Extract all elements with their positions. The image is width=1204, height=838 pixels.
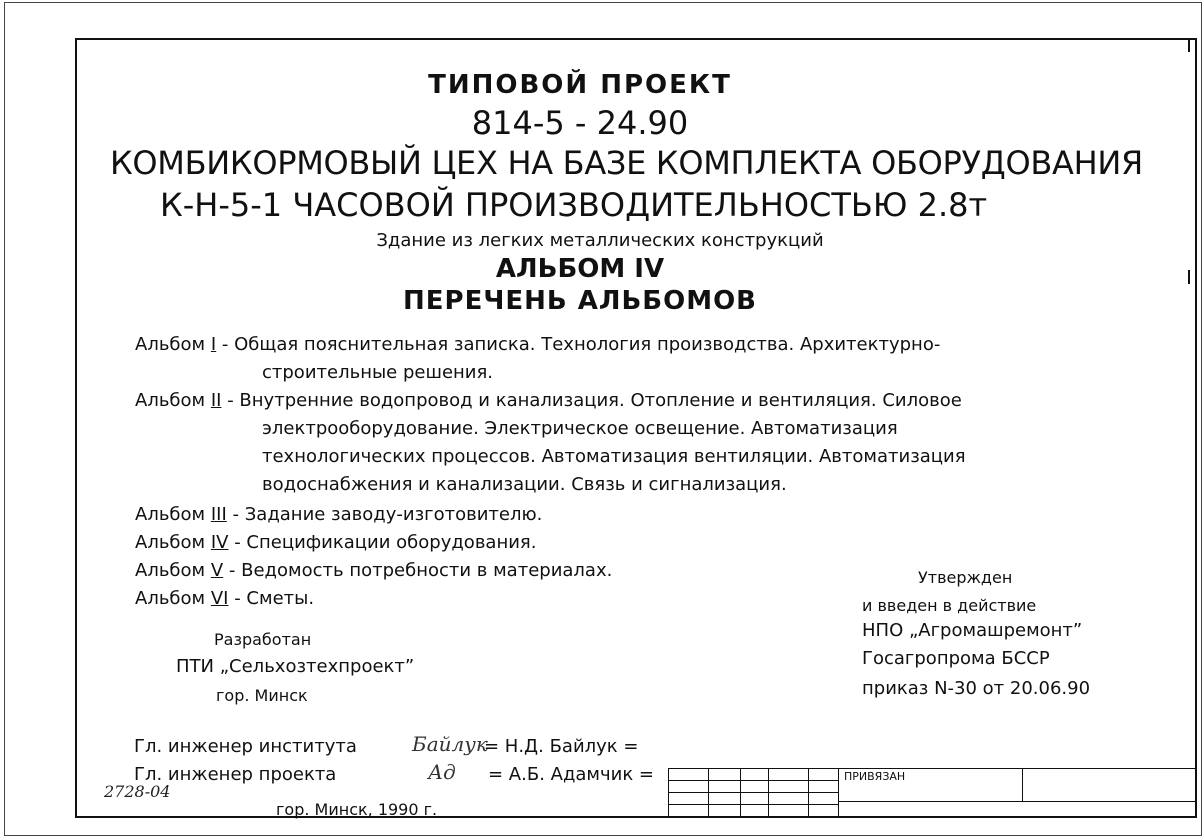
album-number: IV bbox=[210, 532, 229, 553]
chief-project-name: = А.Б. Адамчик = bbox=[488, 764, 655, 785]
album-2-entry bbox=[135, 390, 962, 411]
album-label: Альбом bbox=[135, 390, 206, 411]
album-text: - Сметы. bbox=[234, 588, 315, 609]
album-1-entry bbox=[135, 334, 940, 355]
grid-line bbox=[838, 801, 1196, 802]
grid-line bbox=[768, 768, 769, 816]
chief-institute-name: = Н.Д. Байлук = bbox=[484, 736, 639, 757]
building-subtitle: Здание из легких металлических конструкций bbox=[376, 230, 824, 251]
album-list-title: ПЕРЕЧЕНЬ АЛЬБОМОВ bbox=[403, 286, 757, 316]
grid-line bbox=[668, 768, 669, 816]
approved-line-5: приказ N-30 от 20.06.90 bbox=[862, 678, 1091, 699]
album-label: Альбом bbox=[135, 504, 206, 525]
album-1-cont: строительные решения. bbox=[262, 362, 494, 383]
album-number: III bbox=[210, 504, 227, 525]
album-5-entry bbox=[135, 560, 612, 581]
grid-line bbox=[808, 768, 809, 816]
signature-1: Байлук bbox=[412, 732, 488, 756]
document-code: 2728-04 bbox=[104, 782, 171, 801]
stamp-label: ПРИВЯЗАН bbox=[844, 770, 906, 783]
title-block-grid bbox=[668, 768, 1196, 816]
grid-line bbox=[1022, 768, 1023, 801]
city-year: гор. Минск, 1990 г. bbox=[276, 800, 438, 819]
approved-line-4: Госагропрома БССР bbox=[862, 648, 1050, 669]
grid-line bbox=[838, 768, 839, 816]
album-text: - Общая пояснительная записка. Технология производства. Архитектурно- bbox=[221, 334, 941, 355]
project-number: 814-5 - 24.90 bbox=[471, 104, 689, 142]
chief-project-role: Гл. инженер проекта bbox=[134, 764, 337, 785]
project-type-title: ТИПОВОЙ ПРОЕКТ bbox=[428, 70, 732, 100]
chief-institute-role: Гл. инженер института bbox=[134, 736, 357, 757]
frame-tick bbox=[1188, 38, 1190, 52]
grid-line bbox=[708, 768, 709, 816]
grid-line bbox=[668, 792, 838, 793]
album-title: АЛЬБОМ IV bbox=[495, 254, 665, 284]
album-text: - Задание заводу-изготовителю. bbox=[232, 504, 543, 525]
approved-line-1: Утвержден bbox=[918, 568, 1013, 587]
album-6-entry bbox=[135, 588, 314, 609]
album-label: Альбом bbox=[135, 588, 206, 609]
grid-line bbox=[740, 768, 741, 816]
album-2-cont-2: технологических процессов. Автоматизация вентиляции. Автоматизация bbox=[262, 446, 966, 467]
album-label: Альбом bbox=[135, 532, 206, 553]
album-label: Альбом bbox=[135, 560, 206, 581]
approved-line-2: и введен в действие bbox=[862, 596, 1037, 615]
album-4-entry bbox=[135, 532, 536, 553]
album-label: Альбом bbox=[135, 334, 206, 355]
frame-tick bbox=[1188, 270, 1190, 284]
album-number: V bbox=[210, 560, 224, 581]
album-number: II bbox=[210, 390, 222, 411]
developer-city: гор. Минск bbox=[216, 686, 308, 705]
approved-line-3: НПО „Агромашремонт” bbox=[862, 620, 1083, 641]
project-title-cont: К-Н-5-1 ЧАСОВОЙ ПРОИЗВОДИТЕЛЬНОСТЬЮ 2.8т bbox=[160, 186, 988, 224]
album-number: VI bbox=[210, 588, 229, 609]
album-text: - Ведомость потребности в материалах. bbox=[228, 560, 613, 581]
grid-line bbox=[668, 768, 1196, 769]
album-text: - Спецификации оборудования. bbox=[234, 532, 537, 553]
signature-2: Ад bbox=[428, 760, 456, 784]
album-3-entry bbox=[135, 504, 542, 525]
album-2-cont-3: водоснабжения и канализации. Связь и сигнализация. bbox=[262, 474, 787, 495]
grid-line bbox=[668, 804, 838, 805]
album-2-cont-1: электрооборудование. Электрическое освещение. Автоматизация bbox=[262, 418, 898, 439]
grid-line bbox=[668, 780, 838, 781]
project-title: КОМБИКОРМОВЫЙ ЦЕХ НА БАЗЕ КОМПЛЕКТА ОБОРУДОВАНИЯ bbox=[110, 144, 1143, 182]
developed-label: Разработан bbox=[214, 630, 312, 649]
developer-org: ПТИ „Сельхозтехпроект” bbox=[176, 656, 415, 677]
album-text: - Внутренние водопровод и канализация. Отопление и вентиляция. Силовое bbox=[227, 390, 962, 411]
album-number: I bbox=[210, 334, 217, 355]
